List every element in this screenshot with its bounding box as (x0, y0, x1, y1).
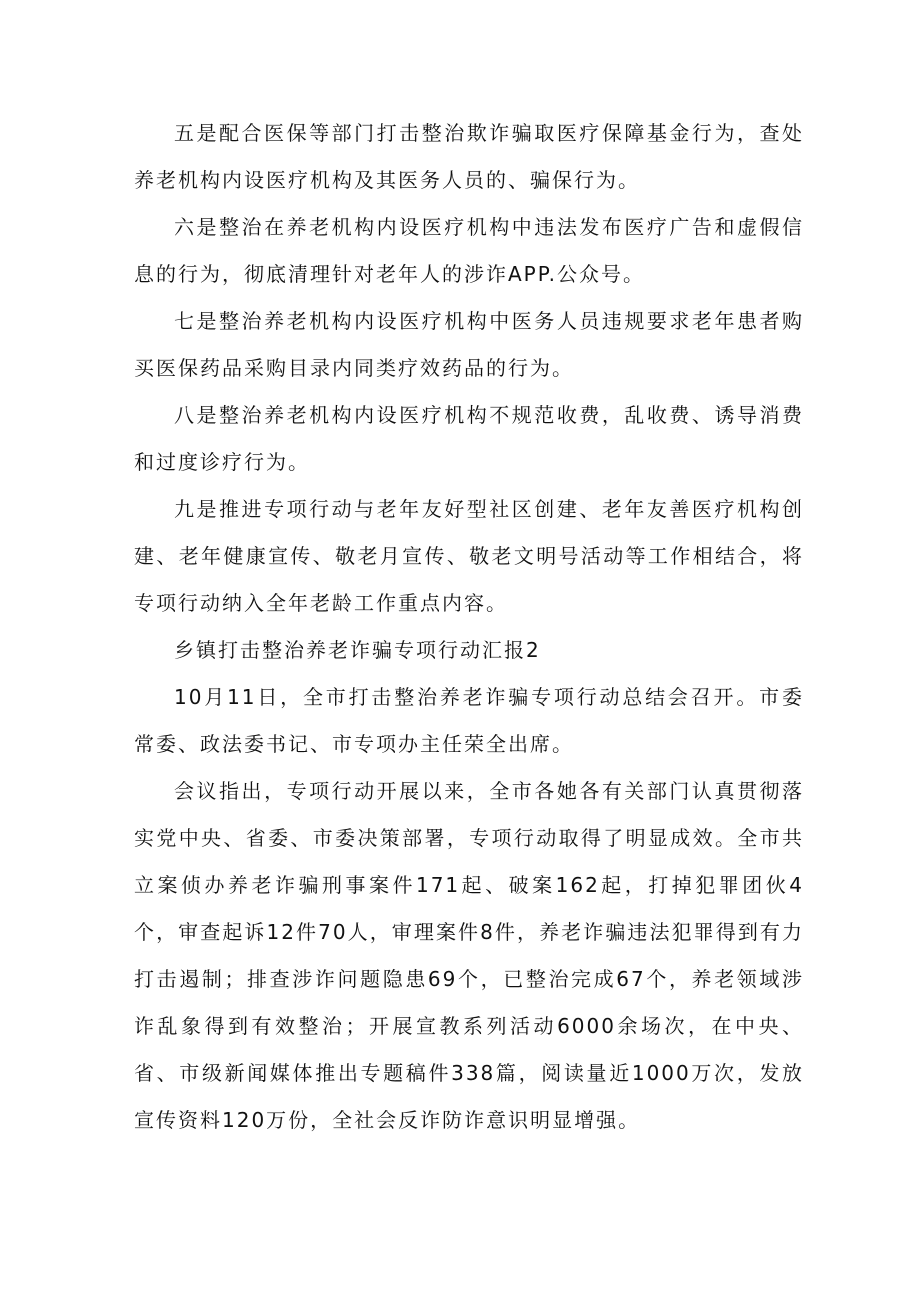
document-body (134, 110, 804, 1144)
section-subheading: 乡镇打击整治养老诈骗专项行动汇报2 (174, 638, 541, 662)
paragraph-item-8: 八是整治养老机构内设医疗机构不规范收费，乱收费、诱导消费和过度诊疗行为。 (134, 403, 804, 474)
paragraph-item-6: 六是整治在养老机构内设医疗机构中违法发布医疗广告和虚假信息的行为，彻底清理针对老年人的涉诈APP.公众号。 (134, 215, 804, 286)
paragraph-item-9: 九是推进专项行动与老年友好型社区创建、老年友善医疗机构创建、老年健康宣传、敬老月宣传、敬老文明号活动等工作相结合，将专项行动纳入全年老龄工作重点内容。 (134, 497, 804, 615)
paragraph-results: 会议指出，专项行动开展以来，全市各她各有关部门认真贯彻落实党中央、省委、市委决策部署，专项行动取得了明显成效。全市共立案侦办养老诈骗刑事案件171起、破案162起，打掉犯罪团伙4个，审查起诉12件70人，审理案件8件，养老诈骗违法犯罪得到有力打击遏制；排查涉诈问题隐患69个，已整治完成67个，养老领域涉诈乱象得到有效整治；开展宣教系列活动6000余场次，在中央、省、市级新闻媒体推出专题稿件338篇，阅读量近1000万次，发放宣传资料120万份，全社会反诈防诈意识明显增强。 (134, 779, 804, 1132)
paragraph-meeting: 10月11日，全市打击整治养老诈骗专项行动总结会召开。市委常委、政法委书记、市专项办主任荣全出席。 (134, 685, 804, 756)
paragraph-item-7: 七是整治养老机构内设医疗机构中医务人员违规要求老年患者购买医保药品采购目录内同类疗效药品的行为。 (134, 309, 804, 380)
paragraph-item-5: 五是配合医保等部门打击整治欺诈骗取医疗保障基金行为，查处养老机构内设医疗机构及其医务人员的、骗保行为。 (134, 121, 804, 192)
